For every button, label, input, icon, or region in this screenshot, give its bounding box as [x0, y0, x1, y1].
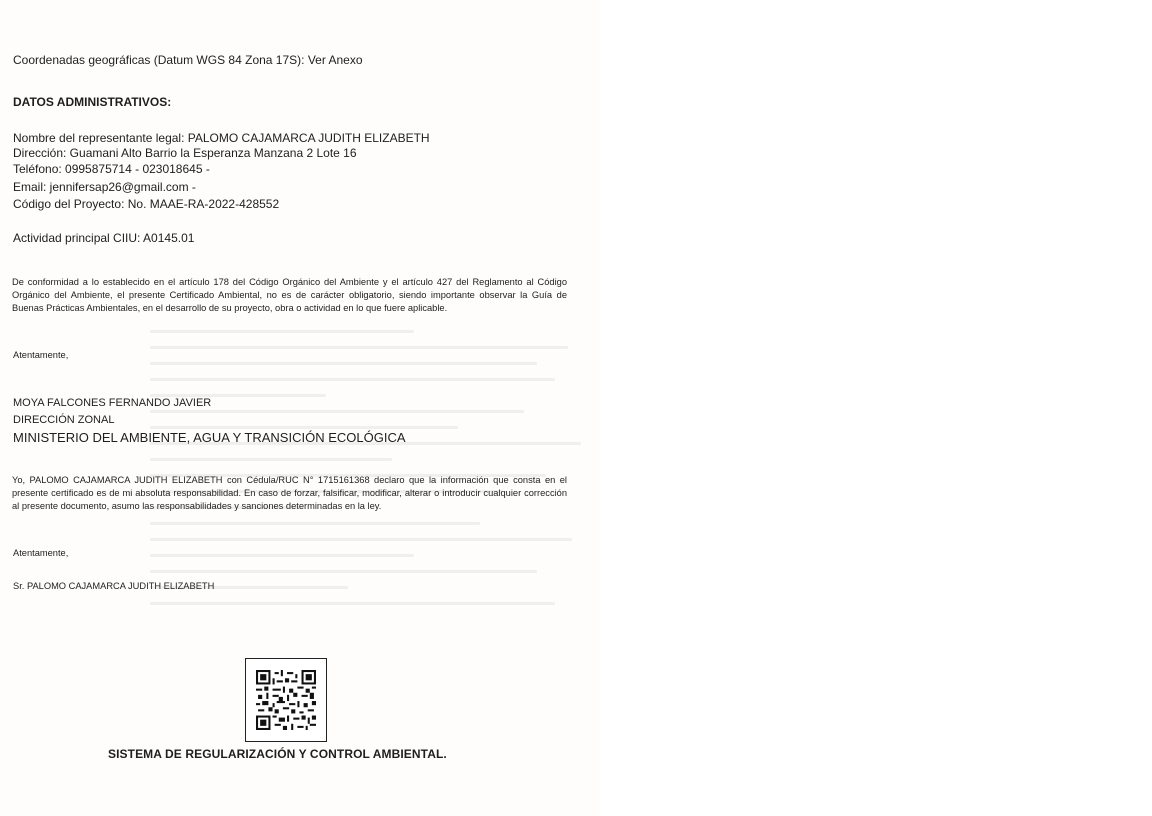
blank-area — [600, 0, 1152, 816]
representative-line: Nombre del representante legal: PALOMO CAJAMARCA JUDITH ELIZABETH — [13, 131, 430, 145]
footer-system-name: SISTEMA DE REGULARIZACIÓN Y CONTROL AMBIENTAL. — [108, 747, 447, 761]
ministry-name: MINISTERIO DEL AMBIENTE, AGUA Y TRANSICIÓN ECOLÓGICA — [13, 430, 406, 445]
signatory-name: MOYA FALCONES FERNANDO JAVIER — [13, 397, 212, 409]
closing-text-2: Atentamente, — [13, 548, 69, 558]
signatory-unit: DIRECCIÓN ZONAL — [13, 414, 115, 426]
legal-paragraph: De conformidad a lo establecido en el artículo 178 del Código Orgánico del Ambiente y el artículo 427 del Reglamento al Código Orgánico del Ambiente, el presente Certificado Ambiental, no es de carácter obligatorio, siendo importante observar la Guía de Buenas Prácticas Ambientales, en el desarrollo de su proyecto, obra o actividad en lo que fuere aplicable. — [12, 277, 567, 313]
qr-code-graphic — [256, 669, 316, 731]
activity-line: Actividad principal CIIU: A0145.01 — [13, 231, 195, 245]
project-code-line: Código del Proyecto: No. MAAE-RA-2022-428552 — [13, 197, 280, 211]
address-line: Dirección: Guamani Alto Barrio la Esperanza Manzana 2 Lote 16 — [13, 146, 357, 160]
declarant-signature: Sr. PALOMO CAJAMARCA JUDITH ELIZABETH — [13, 581, 215, 591]
phone-line: Teléfono: 0995875714 - 023018645 - — [13, 162, 210, 176]
admin-heading: DATOS ADMINISTRATIVOS: — [13, 95, 172, 109]
coordinates-line: Coordenadas geográficas (Datum WGS 84 Zona 17S): Ver Anexo — [13, 53, 363, 67]
bleed-through-text — [150, 330, 590, 810]
closing-text: Atentamente, — [13, 350, 69, 360]
declaration-paragraph: Yo, PALOMO CAJAMARCA JUDITH ELIZABETH con Cédula/RUC N° 1715161368 declaro que la información que consta en el presente certificado es de mi absoluta responsabilidad. En caso de forzar, falsificar, modificar, alterar o introducir cualquier corrección al presente documento, asumo las responsabilidades y sanciones determinadas en la ley. — [12, 475, 567, 511]
qr-code-icon — [245, 658, 327, 742]
email-line: Email: jennifersap26@gmail.com - — [13, 180, 196, 194]
